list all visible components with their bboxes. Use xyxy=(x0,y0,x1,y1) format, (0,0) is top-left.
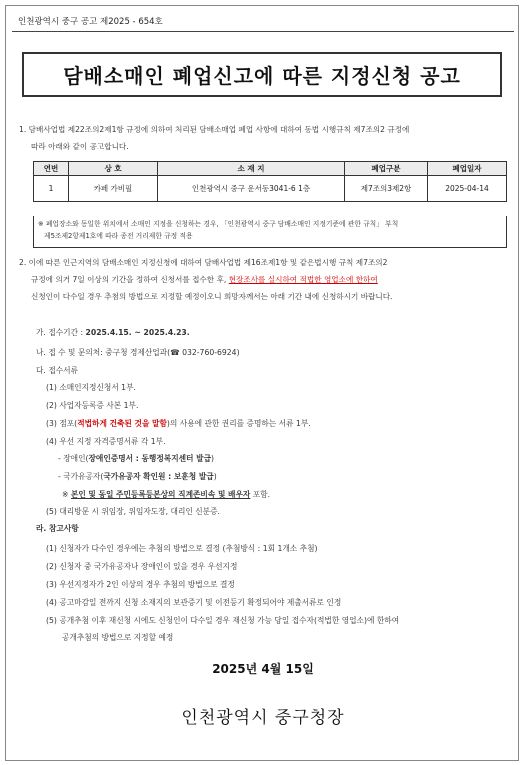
doc3-text-c: )의 사용에 관한 권리를 증명하는 서류 1부. xyxy=(166,419,311,428)
section1-line1: 1. 담배사업법 제22조의2제1항 규정에 의하여 처리된 담배소매업 폐업 사항에 대하여 동법 시행규칙 제7조의2 규정에 xyxy=(19,125,410,134)
doc-item-4-disabled xyxy=(58,453,214,464)
issuer-signature: 인천광역시 중구청장 xyxy=(181,708,345,728)
document-title: 담배소매인 폐업신고에 따른 지정신청 공고 xyxy=(63,64,461,88)
doc-item-3 xyxy=(46,418,311,429)
closure-table xyxy=(33,161,507,202)
table-header-row xyxy=(34,162,507,176)
table-note-line1: ※ 폐업장소와 동일한 위치에서 소매인 지정을 신청하는 경우, 「인천광역시 중구 담배소매인 지정기준에 관한 규칙」 부칙 xyxy=(38,220,399,228)
doc-item-4: (4) 우선 지정 자격증명서류 각 1부. xyxy=(46,437,166,446)
notice-date: 2025년 4월 15일 xyxy=(212,662,314,676)
period-line xyxy=(36,327,190,338)
section2-line3: 신청인이 다수일 경우 추첨의 방법으로 지정할 예정이오니 희망자께서는 아래 기간 내에 신청하시기 바랍니다. xyxy=(31,292,393,301)
doc4-sub1-a: - 장애인( xyxy=(58,454,89,463)
doc-item-1: (1) 소매인지정신청서 1부. xyxy=(46,383,136,392)
doc4-note-c: 포함. xyxy=(250,490,271,499)
cell-address: 인천광역시 중구 운서동3041-6 1층 xyxy=(158,176,345,202)
extra-item-4: (4) 공고마감일 전까지 신청 소재지의 보관증기 및 이전등기 확정되어야 제출서류로 인정 xyxy=(46,598,342,607)
doc4-sub1-c: ) xyxy=(211,454,214,463)
table-note-line2: 제5조제2항제1호에 따라 종전 거리제한 규정 적용 xyxy=(44,232,193,240)
table-row xyxy=(34,176,507,202)
doc3-text-a: (3) 점포( xyxy=(46,419,78,428)
doc-item-2: (2) 사업자등록증 사본 1부. xyxy=(46,401,139,410)
doc-item-4-note xyxy=(62,489,270,500)
doc4-sub1-b: 장애인증명서 : 동행정복지센터 발급 xyxy=(88,454,211,463)
col-header-no: 연번 xyxy=(34,162,69,176)
col-header-address: 소 재 지 xyxy=(158,162,345,176)
header-divider xyxy=(12,31,514,32)
doc-item-5: (5) 대리방문 시 위임장, 위임자도장, 대리인 신분증. xyxy=(46,507,220,516)
doc3-highlight: 적법하게 건축된 것을 말함 xyxy=(77,419,167,428)
doc4-note-a: ※ xyxy=(62,490,71,499)
extra-title: 라. 참고사항 xyxy=(36,524,79,533)
docs-title: 다. 접수서류 xyxy=(36,366,79,375)
doc-item-4-veteran xyxy=(58,471,217,482)
doc4-sub2-c: ) xyxy=(213,472,217,481)
cell-type: 제7조의3제2항 xyxy=(345,176,428,202)
contact-line: 나. 접 수 및 문의처: 중구청 경제산업과(☎ 032-760-6924) xyxy=(36,348,240,357)
doc4-sub2-a: - 국가유공자( xyxy=(58,472,104,481)
doc4-note-b: 본인 및 동일 주민등록등본상의 직계존비속 및 배우자 xyxy=(70,490,251,499)
extra-item-2: (2) 신청자 중 국가유공자나 장애인이 있을 경우 우선지정 xyxy=(46,562,238,571)
col-header-type: 폐업구분 xyxy=(345,162,428,176)
section2-highlight: 현장조사를 실시하여 적법한 영업소에 한하여 xyxy=(228,275,378,284)
table-note xyxy=(33,216,507,248)
cell-date: 2025-04-14 xyxy=(428,176,507,202)
doc4-sub2-b: 국가유공자 확인원 : 보훈청 발급 xyxy=(103,472,214,481)
cell-no: 1 xyxy=(34,176,69,202)
period-value: 2025.4.15. ~ 2025.4.23. xyxy=(85,328,190,337)
title-box xyxy=(22,52,502,97)
section2-line2-text: 규정에 의거 7일 이상의 기간을 정하여 신청서를 접수한 후, xyxy=(31,275,229,284)
col-header-name: 상 호 xyxy=(69,162,158,176)
period-label: 가. 접수기간 : xyxy=(36,328,86,337)
col-header-date: 폐업일자 xyxy=(428,162,507,176)
extra-item-1: (1) 신청자가 다수인 경우에는 추첨의 방법으로 결정 (추첨방식 : 1회 1개소 추첨) xyxy=(46,544,318,553)
extra-item-5-line2: 공개추첨의 방법으로 지정할 예정 xyxy=(62,633,174,642)
section2-line2 xyxy=(31,271,378,288)
cell-name: 카페 가비필 xyxy=(69,176,158,202)
section2-line1: 2. 이에 따른 인근지역의 담배소매인 지정신청에 대하여 담배사업법 제16조제1항 및 같은법시행 규칙 제7조의2 xyxy=(19,258,388,267)
notice-number: 인천광역시 중구 공고 제2025 - 654호 xyxy=(18,17,163,27)
extra-item-3: (3) 우선지정자가 2인 이상의 경우 추첨의 방법으로 결정 xyxy=(46,580,235,589)
section1-line2: 따라 아래와 같이 공고합니다. xyxy=(31,142,129,151)
extra-item-5-line1: (5) 공개추첨 이후 재신청 시에도 신청인이 다수일 경우 재신청 가능 당일 접수자(적법한 영업소)에 한하여 xyxy=(46,616,400,625)
